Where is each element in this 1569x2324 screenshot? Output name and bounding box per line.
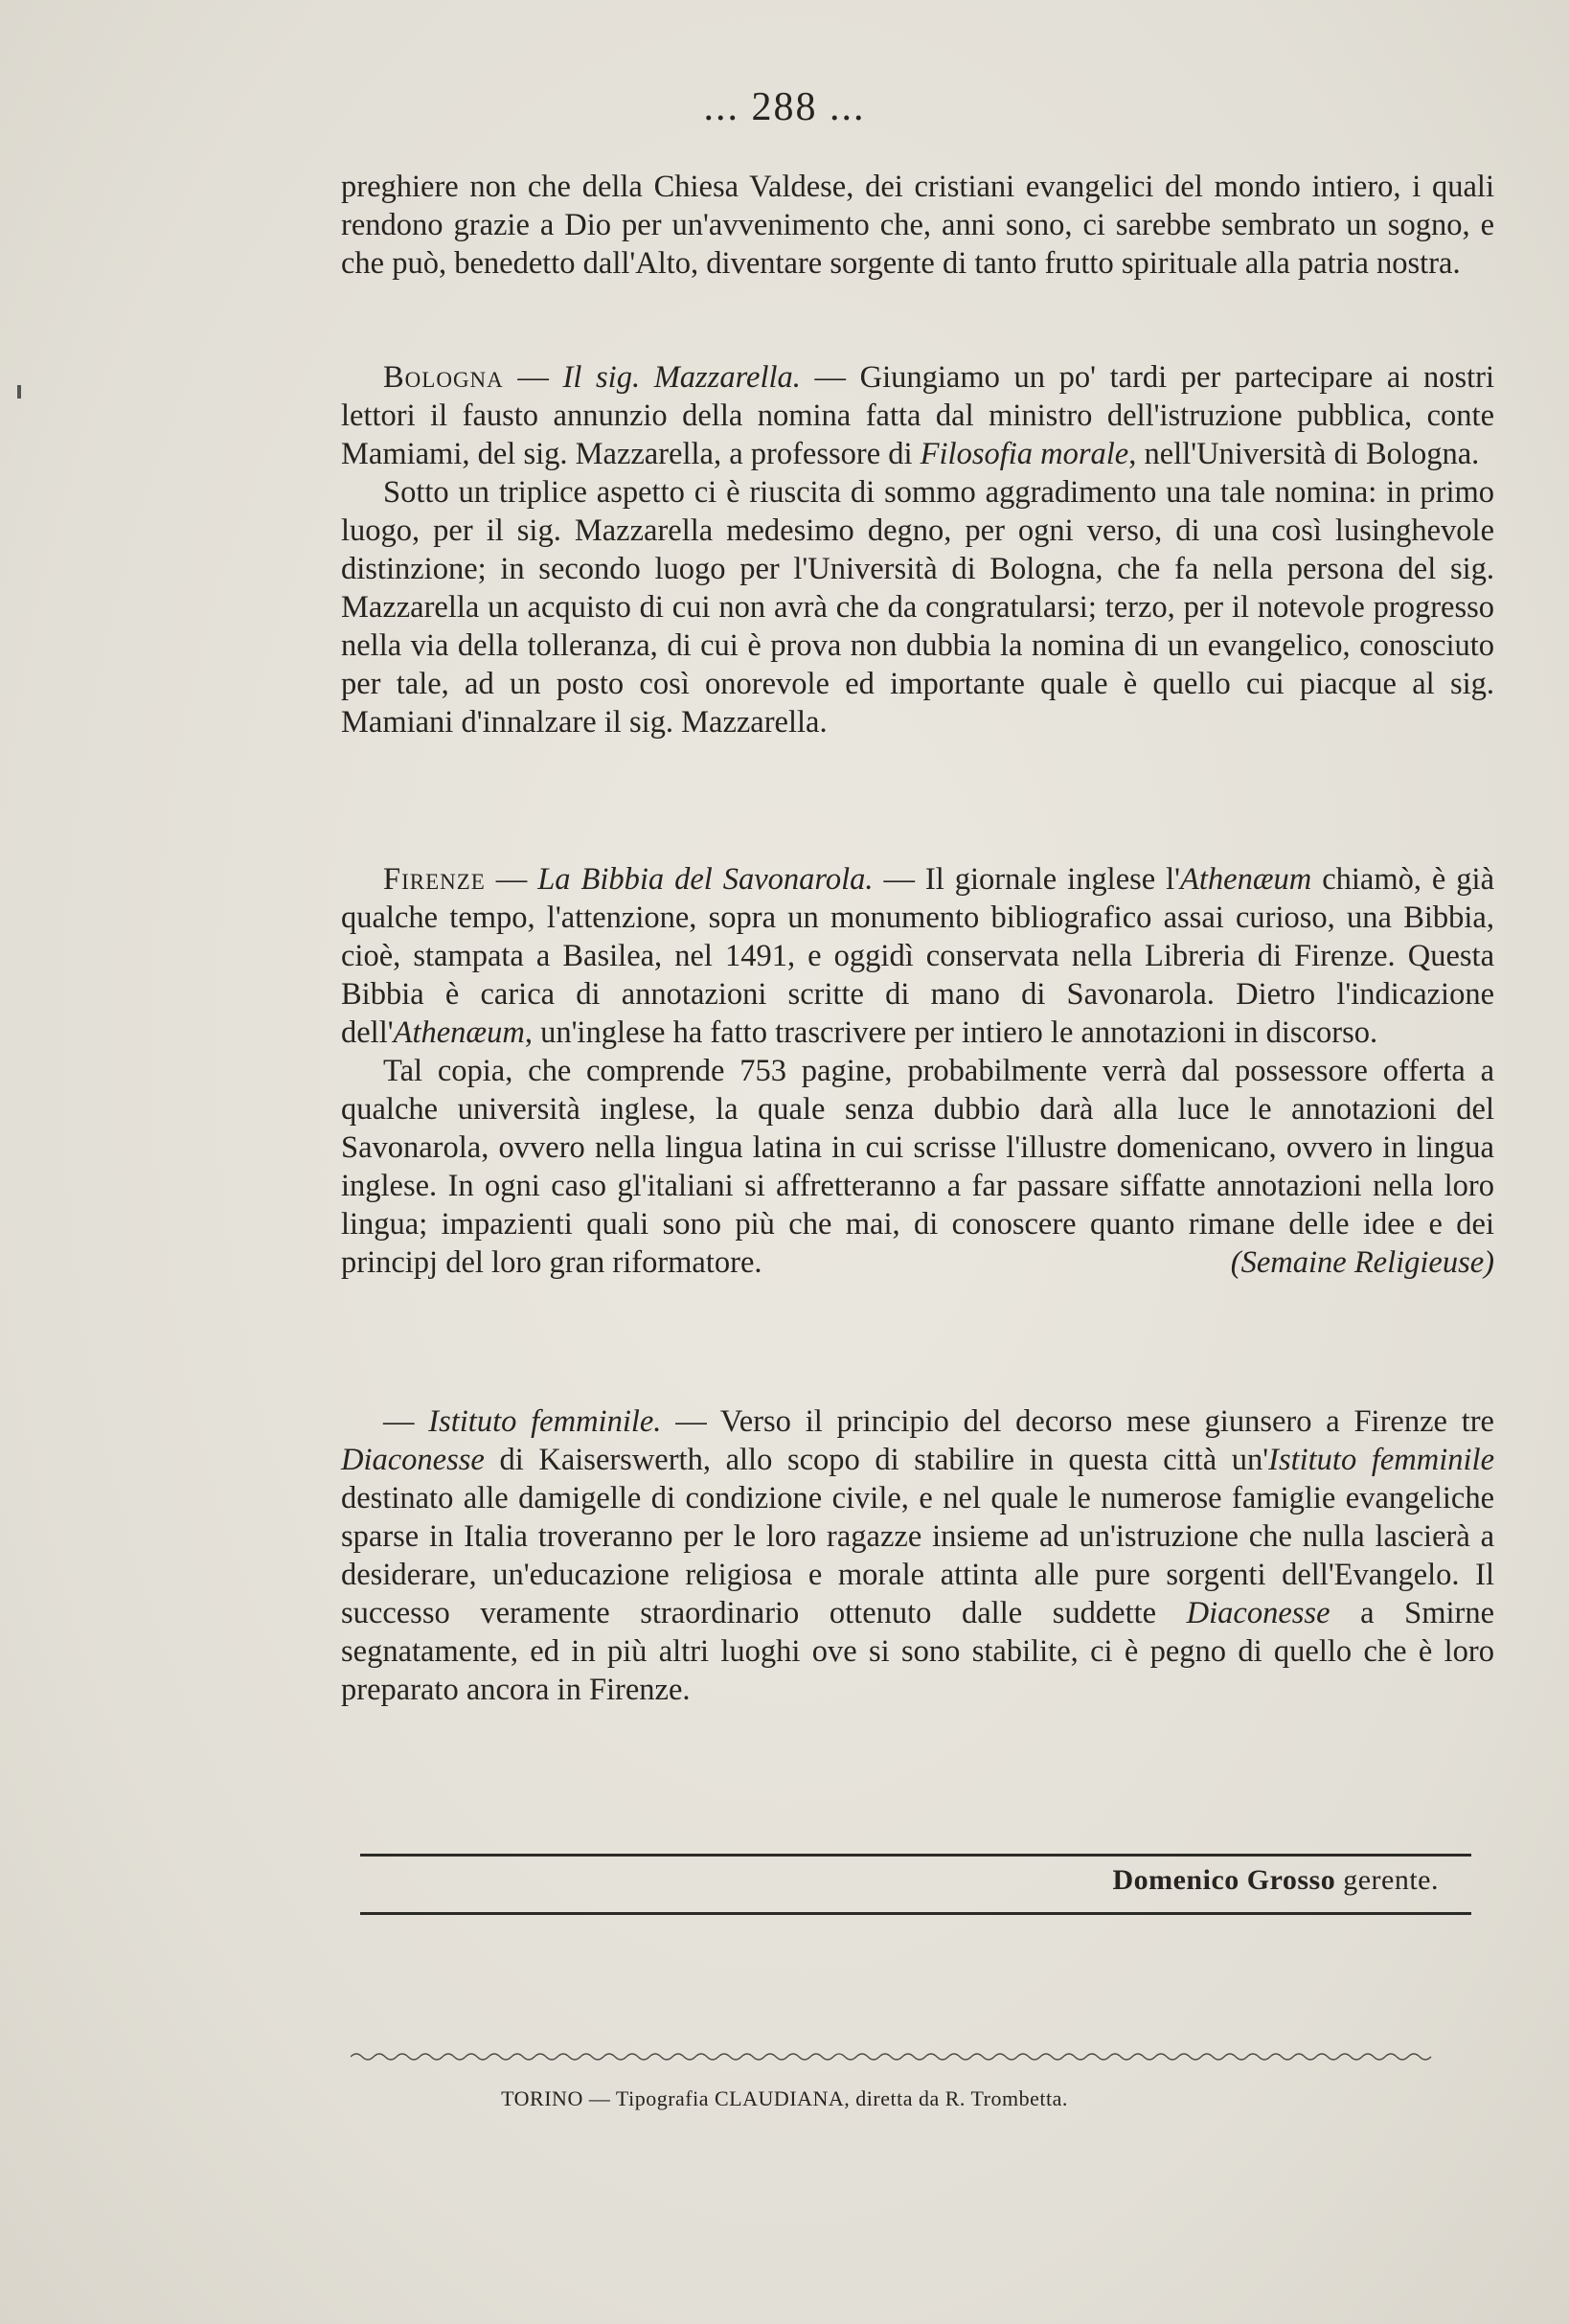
article-title: La Bibbia del Savonarola. [537, 862, 874, 897]
paragraph-text: preghiere non che della Chiesa Valdese, dei cristiani evangelici del mondo intiero, i quali rendono grazie a Dio per un'avvenimento che, anni sono, ci sarebbe sembrato un sogno, e che può, benedetto dall'Alto, diventare sorgente di tanto frutto spirituale alla patria nostra. [341, 170, 1494, 281]
manager-name: Domenico Grosso [1112, 1864, 1336, 1896]
paragraph-text: a Smirne segnatamente, ed in più altri luoghi ove si sono stabilite, ci è pegno di quello che è loro preparato ancora in Firenze. [341, 1596, 1494, 1707]
continued-paragraph [341, 168, 1494, 283]
footer-rule-top [360, 1854, 1471, 1857]
article-firenze-p2 [341, 1052, 1494, 1282]
article-title: Istituto femminile. [428, 1404, 662, 1439]
article-bologna-p2: Sotto un triplice aspetto ci è riuscita di sommo aggradimento una tale nomina: in primo luogo, per il sig. Mazzarella medesimo degno, per ogni verso, di una così lusinghevole distinzione; in secondo luogo per l'Università di Bologna, che fa nella persona del sig. Mazzarella un acquisto di cui non avrà che da congratularsi; terzo, per il notevole progresso nella via della tolleranza, di cui è prova non dubbia la nomina di un evangelico, conosciuto per tale, ad un posto così onorevole ed importante quale è quello cui piacque al sig. Mamiani d'innalzare il sig. Mazzarella. [341, 475, 1494, 740]
article-istituto-p1 [341, 1402, 1494, 1709]
printer-imprint: TORINO — Tipografia CLAUDIANA, diretta da R. Trombetta. [501, 2086, 1068, 2110]
manager-signature [1112, 1864, 1439, 1897]
paragraph-text: destinato alle damigelle di condizione civile, e nel quale le numerose famiglie evangeliche sparse in Italia troveranno per le loro ragazze insieme ad un'istruzione che nulla lascierà a desiderare, un'educazione religiosa e morale attinta alle pure sorgenti dell'Evangelo. Il successo veramente straordinario ottenuto dalle suddette [341, 1481, 1494, 1630]
heading-dash: — [485, 862, 538, 897]
margin-mark [17, 385, 21, 399]
place-heading: Firenze [383, 862, 486, 897]
article-bologna-p1 [341, 358, 1494, 473]
italic-term: Athenæum [1180, 862, 1312, 897]
italic-term: Diaconesse [1186, 1596, 1330, 1630]
article-istituto [341, 1402, 1494, 1709]
place-heading: Bologna [383, 360, 504, 395]
manager-role: gerente. [1343, 1864, 1439, 1896]
paragraph-text: — Verso il principio del decorso mese giunsero a Firenze tre [661, 1404, 1494, 1439]
paragraph-text: di Kaiserswerth, allo scopo di stabilire in questa città un' [484, 1443, 1269, 1477]
source-citation: (Semaine Religieuse) [1230, 1245, 1494, 1280]
italic-term: Diaconesse [341, 1443, 485, 1477]
italic-term: Athenæum [393, 1015, 525, 1050]
paragraph-text: Tal copia, che comprende 753 pagine, probabilmente verrà dal possessore offerta a qualche università inglese, la quale senza dubbio darà alla luce le annotazioni del Savonarola, ovvero nella lingua latina in cui scrisse l'illustre domenicano, ovvero in lingua inglese. In ogni caso gl'italiani si affretteranno a far passare siffatte annotazioni nella loro lingua; impazienti quali sono più che mai, di conoscere quanto rimane delle idee e dei principj del loro gran riformatore. [341, 1054, 1494, 1280]
italic-term: Istituto femminile [1268, 1443, 1495, 1477]
paragraph-text: chiamò, è già qualche tempo, l'attenzione, sopra un monumento bibliografico assai curioso, una Bibbia, cioè, stampata a Basilea, nel 1491, e oggidì conservata nella Libreria di Firenze. Questa Bibbia è carica di annotazioni scritte di mano di Savonarola. Dietro l'indicazione dell' [341, 862, 1494, 1050]
paragraph-text: , un'inglese ha fatto trascrivere per intiero le annotazioni in discorso. [524, 1015, 1378, 1050]
paragraph-text: — Giungiamo un po' tardi per partecipare ai nostri lettori il fausto annunzio della nomina fatta dal ministro dell'istruzione pubblica, conte Mamiami, del sig. Mazzarella, a professore di [341, 360, 1495, 471]
heading-dash: — [383, 1404, 429, 1439]
footer-rule-bottom [360, 1912, 1471, 1915]
page-number: ... 288 ... [703, 85, 866, 129]
article-firenze-p1 [341, 860, 1494, 1052]
heading-dash: — [503, 360, 563, 395]
wavy-ornament-divider [351, 2050, 1433, 2063]
paragraph-text: — Il giornale inglese l' [873, 862, 1181, 897]
italic-term: Filosofia morale [920, 437, 1129, 471]
article-bologna [341, 358, 1494, 741]
paragraph-text: , nell'Università di Bologna. [1128, 437, 1480, 471]
article-firenze [341, 860, 1494, 1282]
article-title: Il sig. Mazzarella. [562, 360, 801, 395]
